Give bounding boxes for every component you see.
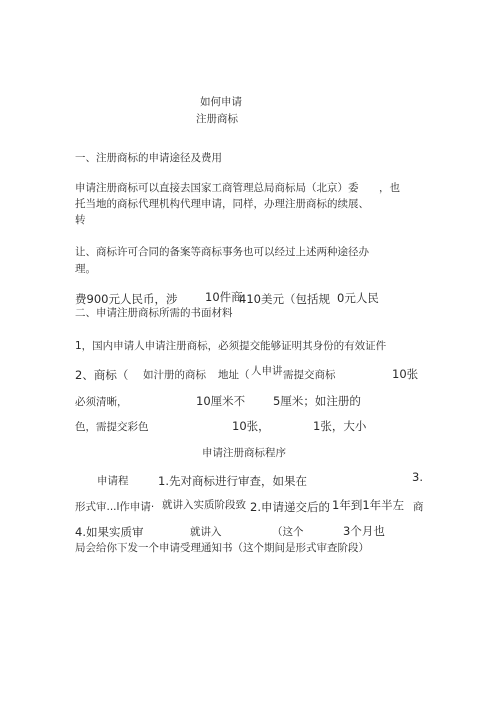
paragraph-1-line-2: 托当地的商标代理机构代理申请，同样，办理注册商标的续展、 (75, 198, 369, 210)
procedure-line-3-c: （这个 (272, 526, 304, 538)
material-item-2-e: 需提交商标 (283, 369, 336, 381)
procedure-line-3-d: 3个月也 (343, 524, 385, 538)
procedure-line-1-b: 1.先对商标进行审查，如果在 (158, 474, 307, 488)
material-item-4-b: 10张， (232, 419, 270, 433)
procedure-line-3-b: 就讲入 (190, 526, 222, 538)
material-item-2-a: 2、商标（ (75, 368, 129, 382)
procedure-line-2-c: 2.申请递交后的 (250, 500, 330, 514)
material-item-4-c: 1张，大小 (313, 419, 367, 433)
procedure-line-1-a: 申请程 (97, 475, 129, 487)
section-2-heading: 二、申请注册商标所需的书面材料 (75, 307, 233, 319)
procedure-line-2-a: 形式审...l作申请· (75, 501, 155, 513)
material-item-2-d: 人申讲 (251, 365, 283, 377)
procedure-line-2-d: 1年到1年半左 (332, 498, 405, 512)
material-item-4-a: 色，需提交彩色 (75, 421, 149, 433)
material-item-3-c: 5厘米；如注册的 (273, 394, 361, 408)
fee-fragment-d: 0元人民 (337, 291, 379, 305)
material-item-1: 1，国内申请人申请注册商标，必须提交能够证明其身份的有效证件 (75, 340, 387, 352)
fee-fragment-c: 410美元（包括规 (239, 292, 330, 306)
procedure-line-3-a: 4.如果实质审 (75, 525, 144, 539)
material-item-2-f: 10张 (392, 367, 419, 381)
material-item-2-c: 地址（ (218, 369, 250, 381)
fee-fragment-a: 费900元人民币，涉 (75, 292, 178, 306)
paragraph-2-line-1: 让、商标许可合同的备案等商标事务也可以经过上述两种途径办 (75, 246, 369, 258)
paragraph-2-line-2: 理。 (75, 263, 96, 275)
section-1-heading: 一、注册商标的申请途径及费用 (75, 152, 222, 164)
procedure-line-1-c: 3. (412, 470, 423, 484)
procedure-line-2-b: 就讲入实质阶段致 (162, 499, 246, 511)
doc-title: 如何申请 (200, 96, 242, 108)
fee-fragment-b: 10件商 (205, 290, 243, 304)
procedure-line-4: 局会给你下发一个申请受理通知书（这个期间是形式审查阶段） (75, 542, 369, 554)
material-item-3-a: 必须清晰， (75, 396, 128, 408)
section-3-heading: 申请注册商标程序 (202, 447, 286, 459)
doc-subtitle: 注册商标 (196, 113, 238, 125)
paragraph-1-line-1-tail: ，也 (379, 182, 400, 194)
material-item-2-b: 如汁册的商标 (143, 369, 206, 381)
material-item-3-b: 10厘米不 (196, 394, 246, 408)
paragraph-1-line-3: 转 (75, 214, 86, 226)
paragraph-1-line-1: 申请注册商标可以直接去国家工商管理总局商标局（北京）委 (75, 182, 359, 194)
procedure-line-2-e: 商 (413, 501, 424, 513)
